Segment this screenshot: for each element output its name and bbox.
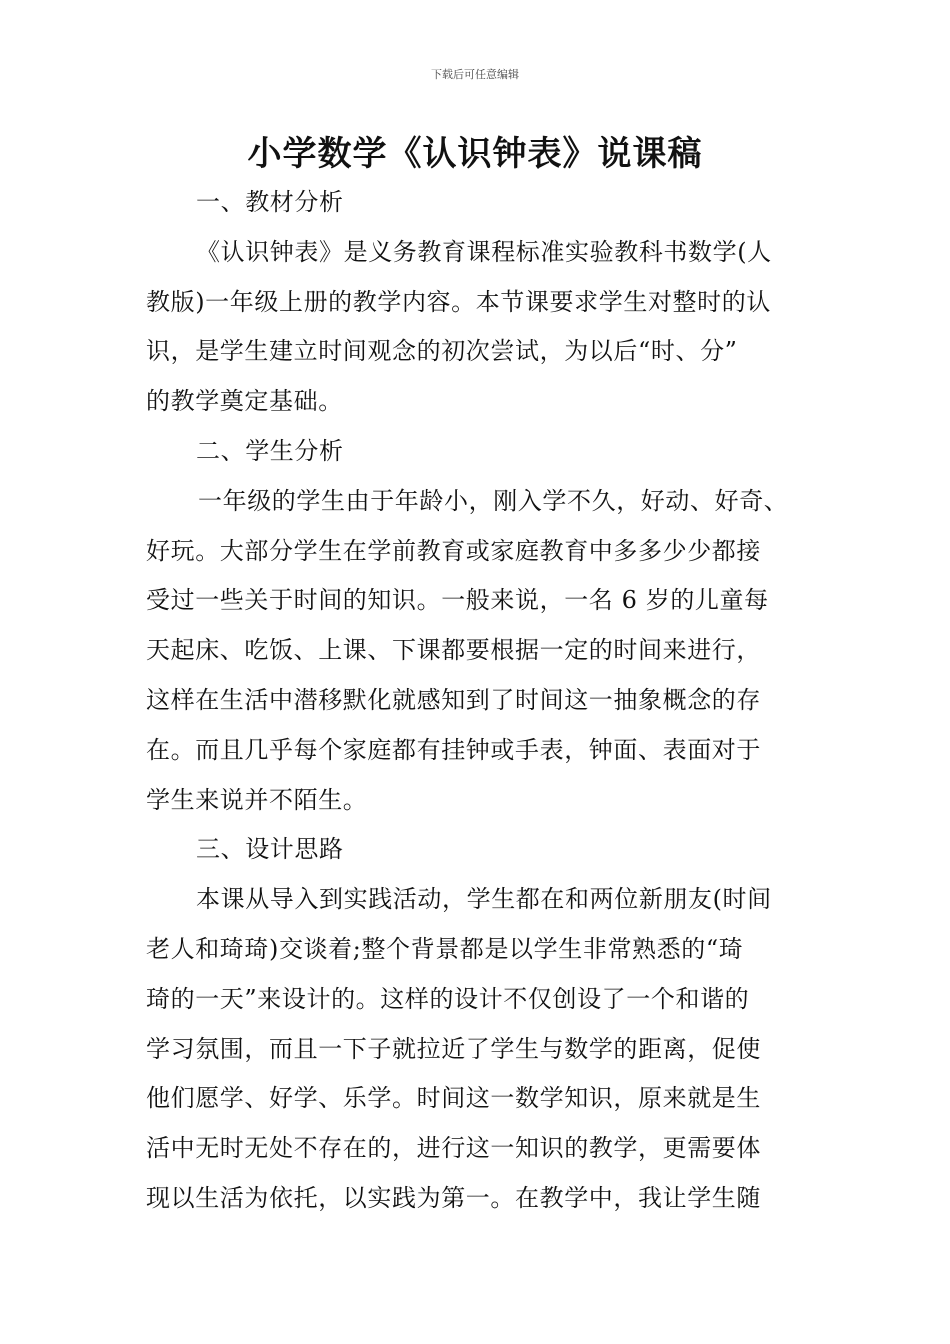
paragraph-line: 本课从导入到实践活动，学生都在和两位新朋友(时间 [196, 885, 772, 914]
paragraph-line: 的教学奠定基础。 [146, 387, 343, 416]
paragraph-line: 学习氛围，而且一下子就拉近了学生与数学的距离，促使 [146, 1034, 761, 1063]
header-note: 下载后可任意编辑 [431, 68, 519, 81]
paragraph-line: 活中无时无处不存在的，进行这一知识的教学，更需要体 [146, 1134, 761, 1163]
section-heading: 二、学生分析 [196, 436, 344, 465]
document-body [146, 178, 816, 1224]
document-title: 小学数学《认识钟表》说课稿 [247, 134, 703, 174]
paragraph-line: 《认识钟表》是义务教育课程标准实验教科书数学(人 [196, 237, 772, 266]
section-heading: 一、教材分析 [196, 188, 344, 216]
paragraph-line: 琦的一天”来设计的。这样的设计不仅创设了一个和谐的 [146, 984, 750, 1013]
paragraph-line: 在。而且几乎每个家庭都有挂钟或手表，钟面、表面对于 [146, 735, 761, 764]
paragraph-line: 现以生活为依托，以实践为第一。在教学中，我让学生随 [146, 1183, 761, 1212]
paragraph-line: 这样在生活中潜移默化就感知到了时间这一抽象概念的存 [146, 685, 761, 714]
paragraph-line: 识，是学生建立时间观念的初次尝试，为以后“时、分” [146, 337, 738, 366]
paragraph-line: 受过一些关于时间的知识。一般来说，一名 6 岁的儿童每 [146, 586, 769, 615]
paragraph-line: 一年级的学生由于年龄小，刚入学不久，好动、好奇、 [198, 486, 789, 515]
paragraph-line: 天起床、吃饭、上课、下课都要根据一定的时间来进行， [146, 636, 761, 665]
paragraph-line: 学生来说并不陌生。 [146, 785, 368, 814]
paragraph-line: 教版)一年级上册的教学内容。本节课要求学生对整时的认 [146, 287, 771, 316]
paragraph-line: 他们愿学、好学、乐学。时间这一数学知识，原来就是生 [146, 1084, 761, 1113]
paragraph-line: 老人和琦琦)交谈着;整个背景都是以学生非常熟悉的“琦 [146, 934, 744, 963]
section-heading: 三、设计思路 [196, 835, 344, 864]
paragraph-line: 好玩。大部分学生在学前教育或家庭教育中多多少少都接 [146, 536, 761, 565]
